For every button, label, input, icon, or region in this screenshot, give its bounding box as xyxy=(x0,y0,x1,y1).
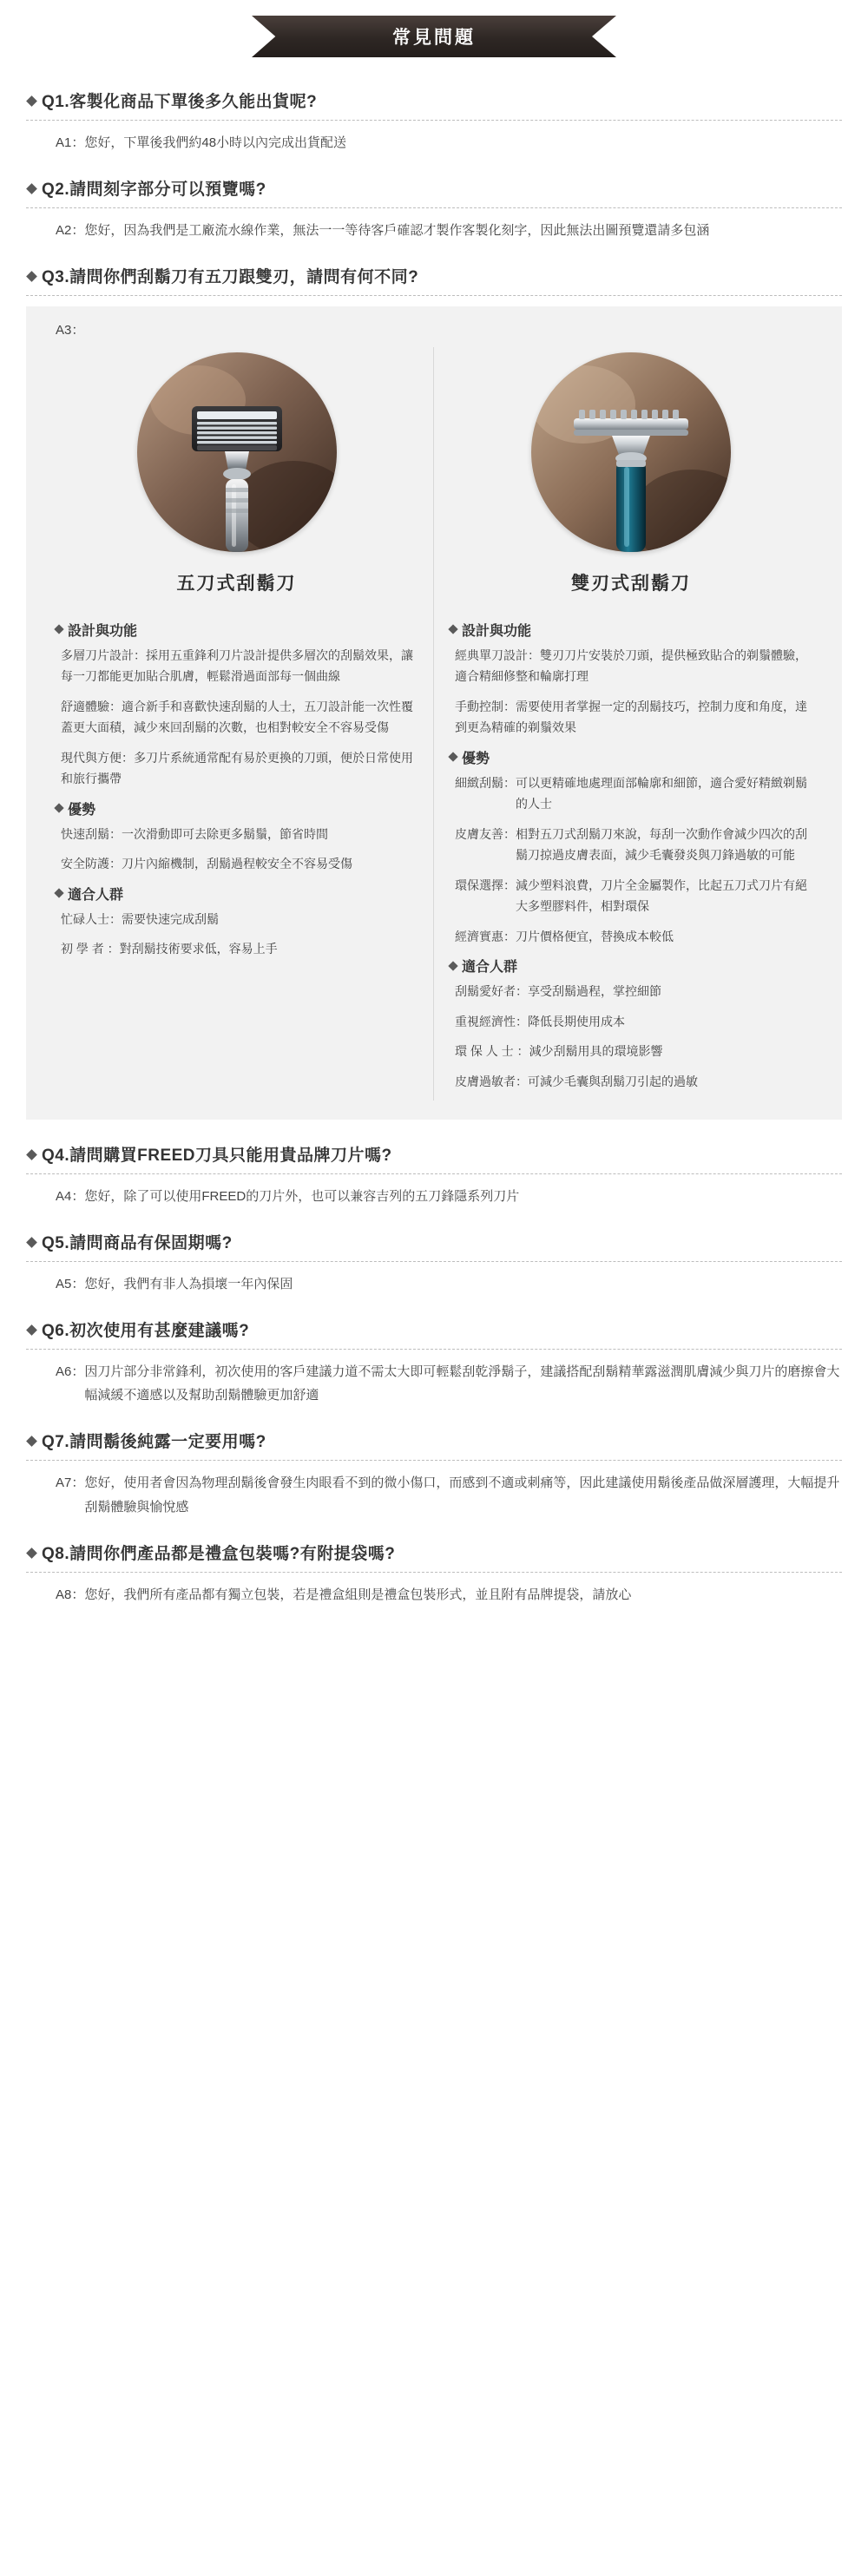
section-heading-text: 設計與功能 xyxy=(462,623,532,639)
feature-item xyxy=(56,696,418,739)
feature-text: 可減少毛囊與刮鬍刀引起的過敏 xyxy=(528,1074,698,1088)
answer-label: A6： xyxy=(56,1364,85,1379)
question-text: Q2.請問刻字部分可以預覽嗎? xyxy=(42,180,266,199)
section-heading-text: 優勢 xyxy=(462,751,490,766)
feature-text: 減少刮鬍用具的環境影響 xyxy=(529,1044,663,1058)
question-text: Q7.請問鬍後純露一定要用嗎? xyxy=(42,1433,266,1451)
answer-text: 因刀片部分非常鋒利，初次使用的客戶建議力道不需太大即可輕鬆刮乾淨鬍子，建議搭配刮鬍精華露滋潤肌膚減少與刀片的磨擦會大幅減緩不適感以及幫助刮鬍體驗更加舒適 xyxy=(84,1364,840,1403)
answer-row xyxy=(26,219,842,257)
section-heading xyxy=(450,620,812,640)
answer-text: 您好，因為我們是工廠流水線作業，無法一一等待客戶確認才製作客製化刻字，因此無法出圖預覽還請多包涵 xyxy=(84,222,710,238)
section-heading-text: 優勢 xyxy=(68,802,96,818)
question-row xyxy=(26,87,842,120)
section-heading xyxy=(56,620,418,640)
section-heading-text: 設計與功能 xyxy=(68,623,138,639)
diamond-bullet-icon xyxy=(26,183,37,194)
feature-key: 安全防護： xyxy=(61,857,122,871)
comparison-column-double-edge xyxy=(434,347,828,1101)
feature-text: 相對五刀式刮鬍刀來說，每刮一次動作會減少四次的刮鬍刀掠過皮膚表面，減少毛囊發炎與刀鋒過敏的可能 xyxy=(516,826,807,862)
faq-item-q7 xyxy=(0,1427,868,1534)
feature-item xyxy=(450,1071,812,1093)
question-text: Q3.請問你們刮鬍刀有五刀跟雙刃，請問有何不同? xyxy=(42,267,419,286)
diamond-bullet-icon xyxy=(448,752,457,761)
comparison-panel xyxy=(26,306,842,1120)
divider xyxy=(26,1173,842,1174)
feature-text: 手動控制：需要使用者掌握一定的刮鬍技巧，控制力度和角度，達到更為精確的剃鬚效果 xyxy=(455,699,807,734)
feature-item xyxy=(56,938,418,960)
comparison-columns xyxy=(26,347,842,1101)
feature-text: 一次滑動即可去除更多鬍鬚，節省時間 xyxy=(122,826,328,841)
section-heading xyxy=(56,884,418,904)
answer-row xyxy=(26,1272,842,1311)
diamond-bullet-icon xyxy=(26,95,37,107)
divider xyxy=(26,207,842,208)
faq-item-q6 xyxy=(0,1316,868,1423)
question-text: Q1.客製化商品下單後多久能出貨呢? xyxy=(42,93,318,111)
feature-text: 經典單刀設計：雙刃刀片安裝於刀頭，提供極致貼合的剃鬚體驗，適合精細修整和輪廓打理 xyxy=(455,647,807,683)
feature-text: 可以更精確地處理面部輪廓和細節，適合愛好精緻剃鬍的人士 xyxy=(516,775,807,811)
diamond-bullet-icon xyxy=(448,624,457,634)
feature-text: 刀片價格便宜，替換成本較低 xyxy=(516,929,674,943)
feature-key: 忙碌人士： xyxy=(61,911,122,926)
diamond-bullet-icon xyxy=(26,1237,37,1248)
answer-row xyxy=(26,1185,842,1223)
feature-item xyxy=(450,696,812,739)
diamond-bullet-icon xyxy=(26,1149,37,1160)
answer-text: 您好，我們有非人為損壞一年內保固 xyxy=(84,1276,293,1291)
faq-item-q8 xyxy=(0,1539,868,1621)
feature-key: 皮膚過敏者： xyxy=(455,1074,528,1088)
feature-item xyxy=(56,853,418,875)
faq-item-q2 xyxy=(0,174,868,257)
faq-item-q3 xyxy=(0,262,868,296)
answer-label: A8： xyxy=(56,1587,85,1602)
feature-key: 環 保 人 士 ： xyxy=(455,1044,529,1058)
feature-key: 重視經濟性： xyxy=(455,1014,528,1028)
feature-text: 現代與方便：多刀片系統通常配有易於更換的刀頭，便於日常使用和旅行攜帶 xyxy=(61,750,413,785)
feature-key: 快速刮鬍： xyxy=(61,826,122,841)
feature-key: 細緻刮鬍： xyxy=(455,775,516,790)
diamond-bullet-icon xyxy=(26,271,37,282)
feature-item xyxy=(450,645,812,687)
answer-label: A4： xyxy=(56,1189,85,1204)
diamond-bullet-icon xyxy=(26,1436,37,1447)
question-row xyxy=(26,1539,842,1572)
banner-ribbon xyxy=(252,16,616,57)
feature-text: 減少塑料浪費，刀片全金屬製作，比起五刀式刀片有絕大多塑膠料件，相對環保 xyxy=(516,877,807,913)
question-row xyxy=(26,262,842,295)
feature-item xyxy=(450,926,812,948)
question-text: Q4.請問購買FREED刀具只能用貴品牌刀片嗎? xyxy=(42,1147,392,1165)
question-row xyxy=(26,174,842,207)
answer-label: A7： xyxy=(56,1475,85,1490)
answer-label: A3： xyxy=(56,322,85,338)
divider xyxy=(26,1460,842,1461)
section-heading xyxy=(450,747,812,767)
diamond-bullet-icon xyxy=(54,803,63,812)
section-heading xyxy=(450,956,812,976)
faq-item-q1 xyxy=(0,87,868,169)
diamond-bullet-icon xyxy=(54,624,63,634)
answer-text: 您好，我們所有產品都有獨立包裝，若是禮盒組則是禮盒包裝形式，並且附有品牌提袋，請放心 xyxy=(84,1587,632,1602)
feature-text: 對刮鬍技術要求低，容易上手 xyxy=(119,942,278,956)
diamond-bullet-icon xyxy=(26,1324,37,1336)
feature-item xyxy=(450,772,812,815)
divider xyxy=(26,1572,842,1573)
divider xyxy=(26,295,842,296)
answer-text: 您好，除了可以使用FREED的刀片外，也可以兼容吉列的五刀鋒隱系列刀片 xyxy=(84,1189,520,1204)
diamond-bullet-icon xyxy=(448,961,457,970)
feature-key: 經濟實惠： xyxy=(455,929,516,943)
feature-key: 環保選擇： xyxy=(455,877,516,892)
column-title: 雙刃式刮鬍刀 xyxy=(571,573,691,594)
column-title: 五刀式刮鬍刀 xyxy=(176,573,297,594)
diamond-bullet-icon xyxy=(26,1548,37,1559)
feature-item xyxy=(56,747,418,790)
feature-key: 皮膚友善： xyxy=(455,826,516,841)
faq-page xyxy=(0,16,868,2576)
feature-item xyxy=(56,824,418,845)
section-heading xyxy=(56,798,418,818)
feature-key: 刮鬍愛好者： xyxy=(455,984,528,998)
spacer xyxy=(0,1128,868,1140)
faq-item-q4 xyxy=(0,1140,868,1223)
feature-item xyxy=(450,875,812,917)
page-banner xyxy=(0,16,868,57)
feature-item xyxy=(450,1041,812,1062)
double-edge-razor-photo xyxy=(531,352,731,552)
question-text: Q5.請問商品有保固期嗎? xyxy=(42,1233,233,1252)
feature-text: 享受刮鬍過程，掌控細節 xyxy=(528,984,661,998)
section-heading-text: 適合人群 xyxy=(462,960,518,975)
faq-item-q5 xyxy=(0,1228,868,1311)
five-blade-razor-photo xyxy=(137,352,337,552)
section-heading-text: 適合人群 xyxy=(68,887,124,903)
feature-item xyxy=(450,824,812,866)
feature-item xyxy=(450,981,812,1002)
feature-text: 舒適體驗：適合新手和喜歡快速刮鬍的人士，五刀設計能一次性覆蓋更大面積，減少來回刮鬍的次數，也相對較安全不容易受傷 xyxy=(61,699,413,734)
diamond-bullet-icon xyxy=(54,888,63,897)
divider xyxy=(26,1261,842,1262)
feature-item xyxy=(56,909,418,930)
feature-text: 需要快速完成刮鬍 xyxy=(122,911,219,926)
answer-label: A1： xyxy=(56,135,85,150)
answer-row xyxy=(26,1583,842,1621)
question-row xyxy=(26,1316,842,1349)
divider xyxy=(26,1349,842,1350)
answer-text: 您好，使用者會因為物理刮鬍後會發生肉眼看不到的微小傷口，而感到不適或刺痛等，因此建議使用鬍後產品做深層護理，大幅提升刮鬍體驗與愉悅感 xyxy=(84,1475,840,1515)
question-row xyxy=(26,1140,842,1173)
feature-text: 降低長期使用成本 xyxy=(528,1014,625,1028)
question-text: Q6.初次使用有甚麼建議嗎? xyxy=(42,1321,250,1340)
feature-item xyxy=(450,1011,812,1033)
feature-item xyxy=(56,645,418,687)
feature-text: 多層刀片設計：採用五重鋒利刀片設計提供多層次的刮鬍效果，讓每一刀都能更加貼合肌膚，輕鬆滑過面部每一個曲線 xyxy=(61,647,413,683)
comparison-column-five-blade xyxy=(40,347,434,1101)
feature-key: 初 學 者 ： xyxy=(61,942,120,956)
answer-row xyxy=(26,1360,842,1423)
feature-text: 刀片內縮機制，刮鬍過程較安全不容易受傷 xyxy=(122,857,352,871)
answer-label: A2： xyxy=(56,222,85,238)
page-title: 常見問題 xyxy=(392,28,476,48)
answer-row xyxy=(26,1471,842,1534)
question-row xyxy=(26,1427,842,1460)
question-row xyxy=(26,1228,842,1261)
answer-row xyxy=(26,131,842,169)
question-text: Q8.請問你們產品都是禮盒包裝嗎?有附提袋嗎? xyxy=(42,1544,396,1563)
answer-text: 您好，下單後我們約48小時以內完成出貨配送 xyxy=(84,135,347,150)
answer-label: A5： xyxy=(56,1276,85,1291)
divider xyxy=(26,120,842,121)
